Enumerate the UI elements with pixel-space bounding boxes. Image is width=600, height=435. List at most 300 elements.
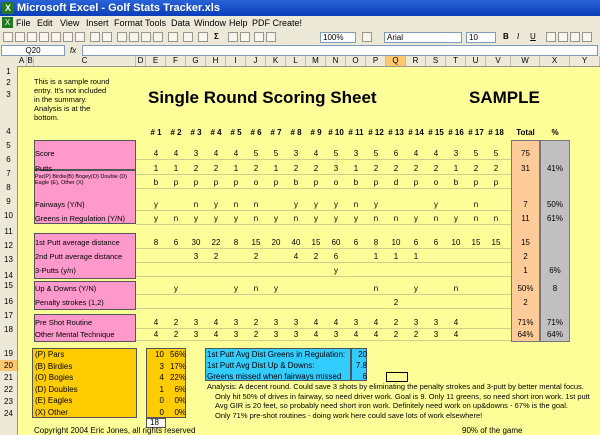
hole-value: 1 [413,252,419,261]
hole-value: 4 [333,318,339,327]
column-header-f[interactable]: F [166,56,186,66]
menu-data[interactable]: Data [171,18,191,28]
hole-value: p [313,178,319,187]
hole-value: n [253,214,259,223]
row-header-3[interactable]: 3 [6,90,11,99]
hole-value: n [253,284,259,293]
analysis-line: Analysis: A decent round. Could save 3 shots by eliminating the penalty strokes and 3-putt by better mental focus. [207,382,584,391]
row-header-2[interactable]: 2 [6,78,11,87]
row-header-13[interactable]: 13 [4,255,13,264]
hole-value: 3 [333,330,339,339]
putt-stat-value: 20 [358,350,367,359]
row-header-6[interactable]: 6 [6,155,11,164]
hole-header-14: # 14 [408,128,424,137]
hole-header-15: # 15 [428,128,444,137]
hole-value: 6 [393,149,399,158]
hole-value: y [154,200,158,209]
column-header-k[interactable]: K [266,56,286,66]
hole-value: 5 [373,149,379,158]
total-header: Total [516,128,535,137]
hole-value: y [314,214,318,223]
stat-total: 7 [523,200,528,209]
column-header-t[interactable]: T [446,56,466,66]
stat-label: Par(P) Birdie(B) Bogey(O) Double (D) Eagle (E), Other (X) [35,174,127,186]
fx-icon[interactable]: fx [70,46,77,55]
hole-value: y [234,284,238,293]
stat-label: Pre Shot Routine [35,318,93,327]
hole-value: 3 [273,330,279,339]
row-header-18[interactable]: 18 [4,325,13,334]
menu-format[interactable]: Format [114,18,143,28]
font-name-select[interactable]: Arial [384,32,462,43]
hole-value: 4 [373,330,379,339]
hole-value: y [354,214,358,223]
hole-value: o [333,178,339,187]
workbook-icon[interactable]: X [2,17,13,28]
column-header-j[interactable]: J [246,56,266,66]
hole-value: 2 [413,164,419,173]
hole-value: 5 [473,149,479,158]
grid-line [136,174,511,175]
stat-label: Putts [35,164,53,173]
italic-button[interactable]: I [517,32,520,41]
hole-value: 5 [493,149,499,158]
hole-value: n [373,214,379,223]
column-header-e[interactable]: E [146,56,166,66]
hole-value: p [193,178,199,187]
menu-view[interactable]: View [60,18,80,28]
row-header-16[interactable]: 16 [4,297,13,306]
font-size-select[interactable]: 10 [466,32,496,43]
hole-value: y [454,214,458,223]
hole-value: n [473,214,479,223]
grid-line [136,262,511,263]
redo-icon[interactable] [183,32,193,42]
hole-value: 1 [273,164,279,173]
hole-value: 6 [433,238,439,247]
hole-value: n [473,200,479,209]
hole-value: 4 [153,318,159,327]
hole-value: 6 [353,238,359,247]
stat-total: 75 [521,149,530,158]
grid-line [136,159,511,160]
hole-header-8: # 8 [290,128,302,137]
hole-value: 4 [313,330,319,339]
hole-value: 4 [233,149,239,158]
hole-value: b [153,178,159,187]
stat-total: 2 [523,298,528,307]
analysis-line: Avg GIR is 20 feet, so probably need short iron work. Definitely need work on up&downs - 67% is the goal. [215,401,568,410]
menu-help[interactable]: Help [229,18,248,28]
email-icon[interactable] [51,32,61,42]
grid-line [136,248,511,249]
hole-value: 2 [253,164,259,173]
grid-line [136,308,511,309]
hole-value: 4 [453,330,459,339]
hole-value: 8 [153,238,159,247]
hole-value: 1 [153,164,159,173]
bold-button[interactable]: B [503,32,509,41]
column-header-n[interactable]: N [326,56,346,66]
column-header-v[interactable]: V [486,56,511,66]
hole-value: 4 [413,149,419,158]
hole-value: o [433,178,439,187]
spelling-icon[interactable] [90,32,100,42]
hole-value: 15 [311,238,321,247]
hole-header-13: # 13 [388,128,404,137]
new-icon[interactable] [3,32,13,42]
hole-value: 2 [193,164,199,173]
hole-header-3: # 3 [190,128,202,137]
hole-value: 5 [273,149,279,158]
hole-value: y [234,214,238,223]
hole-value: 3 [193,330,199,339]
putt-stat-label: 1st Putt Avg Dist Up & Downs: [207,361,315,370]
hole-value: y [214,200,218,209]
selected-cell[interactable] [386,372,408,382]
hole-value: 4 [213,318,219,327]
grid-line [136,224,511,225]
hole-value: 2 [393,318,399,327]
hole-value: 2 [393,164,399,173]
menu-insert[interactable]: Insert [86,18,109,28]
column-header-d[interactable]: D [136,56,146,66]
column-header-c[interactable]: C [34,56,136,66]
stat-pct: 71% [546,318,563,327]
hole-value: 60 [331,238,341,247]
help-icon[interactable] [362,32,372,42]
hole-value: y [414,214,418,223]
hole-value: 1 [353,164,359,173]
grid-line [136,328,511,329]
align-center-icon[interactable] [558,32,568,42]
hole-value: y [274,284,278,293]
hole-value: 3 [233,330,239,339]
breakdown-label: (E) Eagles [35,396,73,405]
copyright-text: Copyright 2004 Eric Jones, all rights reserved [34,426,196,435]
hole-value: 1 [393,252,399,261]
pct-header: % [551,128,559,137]
hole-header-10: # 10 [328,128,344,137]
stat-label: Penalty strokes (1,2) [35,298,104,307]
breakdown-label: (X) Other [35,407,68,417]
column-header-a[interactable]: A [17,56,27,66]
column-header-r[interactable]: R [406,56,426,66]
row-header-11[interactable]: 11 [4,227,13,236]
hole-value: n [493,214,499,223]
putt-stat-value: 6 [362,372,367,381]
row-header-8[interactable]: 8 [6,183,11,192]
column-header-l[interactable]: L [286,56,306,66]
column-header-g[interactable]: G [186,56,206,66]
hole-value: 3 [433,318,439,327]
breakdown-total: 18 [150,418,159,427]
putt-stat-value: 7.8 [355,361,367,370]
row-header-17[interactable]: 17 [4,311,13,320]
hole-value: 4 [153,330,159,339]
stat-label: 2nd Putt average distance [35,252,123,261]
hole-value: n [233,200,239,209]
menu-tools[interactable]: Tools [145,18,167,28]
hole-value: 6 [413,238,419,247]
formula-input[interactable] [82,45,598,56]
row-header-1[interactable]: 1 [6,67,11,76]
hole-value: n [453,284,459,293]
hole-header-6: # 6 [250,128,262,137]
hole-value: 2 [393,330,399,339]
row-header-22[interactable]: 22 [4,385,13,394]
stat-total: 15 [521,238,530,247]
hole-header-11: # 11 [348,128,364,137]
hole-value: b [453,178,459,187]
permission-icon[interactable] [39,32,49,42]
hole-value: 4 [313,149,319,158]
stat-total: 2 [523,252,528,261]
breakdown-count: 0 [159,396,164,405]
row-header-21[interactable]: 21 [4,373,13,382]
hole-value: 1 [233,164,239,173]
sort-descending-icon[interactable] [240,32,250,42]
hole-value: o [253,178,259,187]
footer-right-text: 90% of the game [462,426,523,435]
window-title: Microsoft Excel - Golf Stats Tracker.xls [17,2,220,14]
hole-value: 2 [253,318,259,327]
hole-value: 3 [293,149,299,158]
open-icon[interactable] [15,32,25,42]
hole-value: 3 [293,330,299,339]
putt-stat-label: 1st Putt Avg Dist Greens in Regulation: [207,350,346,359]
sort-ascending-icon[interactable] [228,32,238,42]
stat-pct: 64% [546,330,563,339]
align-left-icon[interactable] [546,32,556,42]
hole-value: 3 [333,164,339,173]
column-header-h[interactable]: H [206,56,226,66]
column-headers [0,56,600,67]
chart-wizard-icon[interactable] [254,32,264,42]
hole-value: p [473,178,479,187]
excel-icon: X [2,2,14,14]
hole-value: y [194,214,198,223]
hole-value: y [154,214,158,223]
hole-value: n [433,214,439,223]
hole-value: 10 [451,238,461,247]
hole-value: 1 [453,164,459,173]
hole-value: 3 [273,318,279,327]
grid-line [136,276,511,277]
hole-value: p [493,178,499,187]
autosum-icon[interactable]: Σ [214,32,219,41]
hole-header-1: # 1 [150,128,162,137]
column-header-m[interactable]: M [306,56,326,66]
hyperlink-icon[interactable] [198,32,208,42]
column-header-p[interactable]: P [366,56,386,66]
hole-value: 4 [173,149,179,158]
hole-value: y [174,284,178,293]
worksheet[interactable] [0,56,600,435]
hole-value: n [173,214,179,223]
hole-value: 3 [193,318,199,327]
format-painter-icon[interactable] [153,32,163,42]
putt-stat-label: Greens missed when fairways missed [207,372,342,381]
hole-value: 6 [173,238,179,247]
hole-value: 5 [253,149,259,158]
hole-value: n [293,214,299,223]
hole-value: 2 [473,164,479,173]
cut-icon[interactable] [117,32,127,42]
stat-pct: 6% [549,266,561,275]
column-header-w[interactable]: W [511,56,540,66]
row-header-23[interactable]: 23 [4,397,13,406]
menu-file[interactable]: File [16,18,31,28]
hole-value: 30 [191,238,201,247]
hole-value: 4 [313,318,319,327]
hole-value: 1 [173,164,179,173]
hole-header-9: # 9 [310,128,322,137]
stat-label: Fairways (Y/N) [35,200,85,209]
stat-label: 1st Putt average distance [35,238,120,247]
column-header-q[interactable]: Q [386,56,406,66]
hole-value: 1 [373,252,379,261]
hole-value: 40 [291,238,301,247]
breakdown-pct: 22% [169,373,186,382]
hole-value: 15 [491,238,501,247]
breakdown-count: 1 [159,384,164,394]
hole-value: 3 [233,318,239,327]
drawing-icon[interactable] [266,32,276,42]
hole-header-12: # 12 [368,128,384,137]
stat-label: Score [35,149,55,158]
hole-value: 2 [313,164,319,173]
row-header-24[interactable]: 24 [4,409,13,418]
merge-center-icon[interactable] [582,32,592,42]
print-icon[interactable] [63,32,73,42]
hole-header-17: # 17 [468,128,484,137]
hole-value: n [253,200,259,209]
column-header-b[interactable]: B [27,56,33,65]
hole-value: 3 [353,149,359,158]
menu-window[interactable]: Window [194,18,227,28]
intro-note: This is a sample round entry. It's not included in the summary. Analysis is at the bottom. [34,77,110,122]
hole-value: 2 [253,252,259,261]
hole-value: y [434,200,438,209]
save-icon[interactable] [27,32,37,42]
align-right-icon[interactable] [570,32,580,42]
row-header-4[interactable]: 4 [6,127,11,136]
hole-value: 15 [471,238,481,247]
breakdown-label: (D) Doubles [35,384,78,394]
hole-header-2: # 2 [170,128,182,137]
hole-value: b [293,178,299,187]
row-header-15[interactable]: 15 [4,281,13,290]
hole-value: 4 [153,149,159,158]
hole-value: 5 [333,149,339,158]
zoom-select[interactable]: 100% [320,32,356,43]
title-bar [0,0,600,16]
hole-value: p [273,178,279,187]
stat-pct: 41% [546,164,563,173]
row-header-5[interactable]: 5 [6,141,11,150]
menu-pdf-create[interactable]: PDF Create! [252,18,303,28]
underline-button[interactable]: U [530,32,536,41]
hole-value: d [393,178,399,187]
column-header-y[interactable]: Y [570,56,600,66]
research-icon[interactable] [102,32,112,42]
hole-value: 3 [433,330,439,339]
hole-header-18: # 18 [488,128,504,137]
hole-header-7: # 7 [270,128,282,137]
row-header-9[interactable]: 9 [6,197,11,206]
hole-value: 3 [413,318,419,327]
row-headers [0,66,18,435]
hole-value: b [353,178,359,187]
hole-header-16: # 16 [448,128,464,137]
row-header-20[interactable]: 20 [0,360,17,371]
stat-total: 71% [517,318,534,327]
hole-value: 4 [373,318,379,327]
row-header-19[interactable]: 19 [4,349,13,358]
stat-total: 11 [521,214,530,223]
hole-value: 20 [271,238,281,247]
print-preview-icon[interactable] [75,32,85,42]
hole-value: y [294,200,298,209]
hole-value: p [213,178,219,187]
stat-label: 3-Putts (y/n) [35,266,76,275]
column-header-x[interactable]: X [540,56,570,66]
hole-value: 8 [373,238,379,247]
hole-value: 6 [333,252,339,261]
hole-header-4: # 4 [210,128,222,137]
undo-icon[interactable] [168,32,178,42]
hole-value: 2 [213,252,219,261]
row-header-14[interactable]: 14 [4,271,13,280]
row-header-7[interactable]: 7 [6,169,11,178]
breakdown-label: (O) Bogies [35,373,74,382]
hole-value: y [214,214,218,223]
hole-value: p [173,178,179,187]
breakdown-label: (P) Pars [35,350,65,359]
hole-value: 3 [353,318,359,327]
hole-value: 2 [253,330,259,339]
copy-icon[interactable] [129,32,139,42]
hole-value: 4 [213,330,219,339]
row-header-10[interactable]: 10 [4,211,13,220]
breakdown-pct: 6% [174,384,186,394]
hole-value: p [413,178,419,187]
column-header-i[interactable]: I [226,56,246,66]
stat-pct: 61% [546,214,563,223]
hole-value: 4 [293,252,299,261]
menu-bar [0,16,600,30]
breakdown-count: 10 [155,350,164,359]
standard-toolbar [0,30,600,46]
sheet-title: Single Round Scoring Sheet [148,88,377,107]
analysis-line: Only 71% pre-shot routines - doing work here could save lots of work elsewhere! [215,410,483,420]
menu-edit[interactable]: Edit [37,18,53,28]
paste-icon[interactable] [141,32,151,42]
breakdown-pct: 0% [174,396,186,405]
stat-total: 1 [523,266,528,275]
formula-bar [0,45,600,56]
stat-label: Other Mental Technique [35,330,115,339]
column-header-s[interactable]: S [426,56,446,66]
hole-value: 8 [233,238,239,247]
column-header-o[interactable]: O [346,56,366,66]
hole-value: 4 [213,149,219,158]
row-header-12[interactable]: 12 [4,241,13,250]
column-header-u[interactable]: U [466,56,486,66]
hole-value: 3 [293,318,299,327]
name-box[interactable]: Q20 [1,45,65,56]
